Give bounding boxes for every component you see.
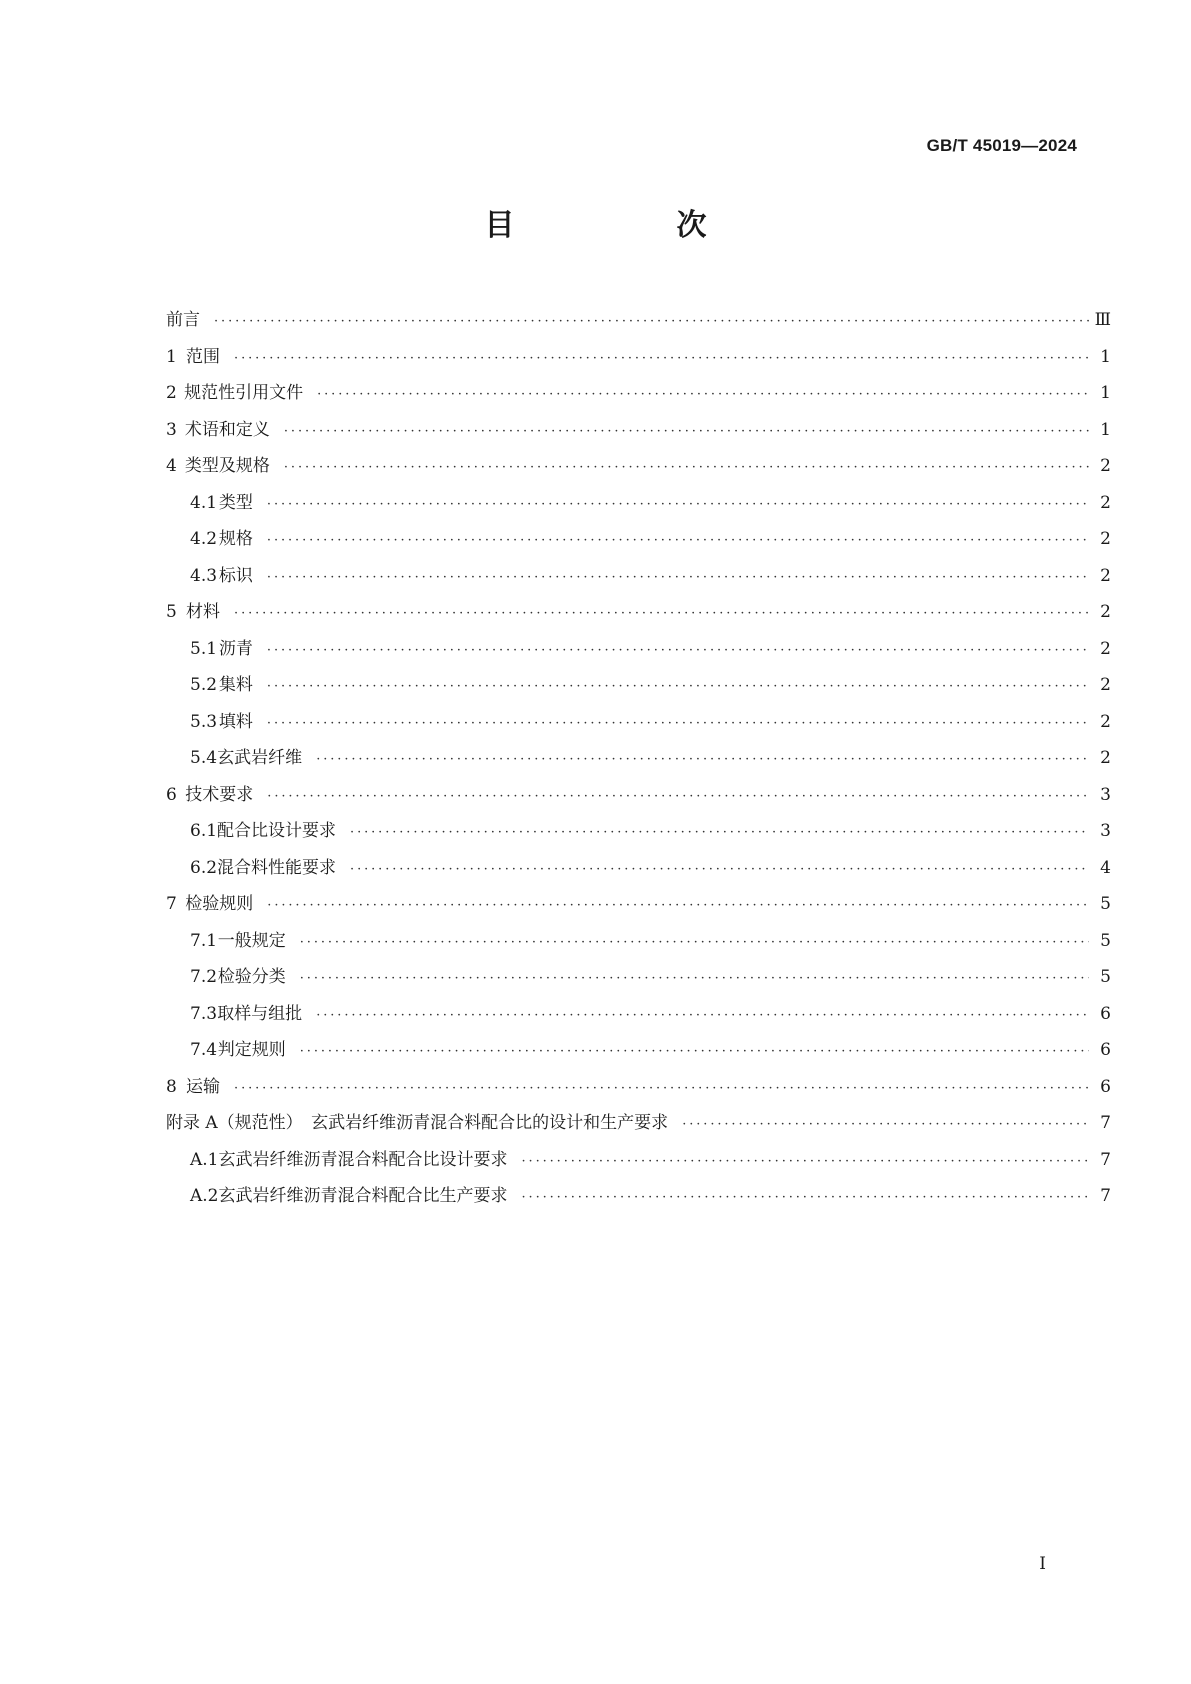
toc-entry-page: 7 [1100, 1149, 1111, 1170]
toc-entry-page: 2 [1100, 565, 1111, 586]
page-number: I [1039, 1554, 1046, 1574]
toc-entry[interactable] [166, 375, 1111, 412]
toc-entry[interactable] [166, 1178, 1111, 1215]
toc-dot-leader [300, 961, 1089, 998]
toc-entry[interactable] [166, 302, 1111, 339]
toc-entry-page: 3 [1100, 821, 1111, 841]
toc-entry[interactable] [166, 1069, 1111, 1106]
toc-dot-leader [350, 815, 1089, 852]
toc-entry-number: 5.3 [190, 711, 218, 732]
toc-dot-leader [267, 633, 1089, 670]
standard-code: GB/T 45019—2024 [926, 136, 1077, 155]
toc-entry[interactable] [166, 923, 1111, 960]
toc-entry-page: 7 [1100, 1186, 1111, 1206]
toc-entry-page: 1 [1100, 419, 1111, 440]
toc-entry-page: 2 [1100, 638, 1111, 659]
toc-entry-number: 5.1 [190, 638, 218, 659]
toc-entry-title: 术语和定义 [184, 419, 270, 440]
toc-dot-leader [300, 1034, 1089, 1071]
toc-entry[interactable] [166, 558, 1111, 595]
toc-entry-number: 6.2 [190, 857, 218, 878]
toc-entry-page: Ⅲ [1094, 310, 1111, 330]
toc-entry-title: 配合比设计要求 [217, 821, 337, 841]
toc-dot-leader [214, 304, 1089, 341]
toc-entry[interactable] [166, 485, 1111, 522]
toc-entry-page: 2 [1100, 602, 1111, 622]
toc-entry-number: 7.1 [190, 930, 218, 951]
toc-dot-leader [522, 1144, 1090, 1181]
toc-entry-title: 前言 [166, 310, 200, 330]
toc-entry-title: 判定规则 [217, 1040, 286, 1060]
toc-entry[interactable] [166, 1032, 1111, 1069]
toc-entry-page: 6 [1100, 1003, 1111, 1024]
toc-entry-title: 标识 [218, 565, 253, 586]
toc-entry[interactable] [166, 412, 1111, 449]
toc-entry[interactable] [166, 667, 1111, 704]
toc-entry-page: 5 [1100, 930, 1111, 951]
toc-entry-title: 取样与组批 [217, 1003, 303, 1024]
toc-entry[interactable] [166, 1105, 1111, 1142]
toc-entry-title: 一般规定 [217, 930, 286, 951]
toc-entry-page: 6 [1100, 1076, 1111, 1097]
toc-entry-number: 6.1 [190, 821, 218, 841]
toc-entry-number: 7.2 [190, 967, 218, 987]
toc-entry-number: 5 [166, 602, 177, 622]
toc-entry-number: A.1 [190, 1149, 219, 1170]
toc-entry-page: 5 [1100, 967, 1111, 987]
toc-entry[interactable] [166, 740, 1111, 777]
toc-dot-leader [267, 706, 1089, 743]
toc-dot-leader [267, 487, 1089, 524]
toc-dot-leader [267, 779, 1089, 816]
toc-entry-page: 1 [1100, 346, 1111, 367]
toc-entry-number: 2 [166, 383, 177, 403]
toc-entry-title: 规范性引用文件 [184, 383, 304, 403]
toc-entry[interactable] [166, 1142, 1111, 1179]
toc-dot-leader [350, 852, 1089, 889]
page-title: 目 次 [484, 208, 773, 243]
toc-dot-leader [284, 414, 1089, 451]
toc-entry[interactable] [166, 886, 1111, 923]
toc-entry[interactable] [166, 521, 1111, 558]
toc-entry-title: 检验分类 [217, 967, 286, 987]
toc-entry-page: 1 [1100, 383, 1111, 403]
toc-entry[interactable] [166, 996, 1111, 1033]
toc-entry-page: 2 [1100, 711, 1111, 732]
toc-entry-page: 4 [1100, 857, 1111, 878]
toc-entry-number: 4.3 [190, 565, 218, 586]
toc-entry-title: 集料 [218, 675, 253, 695]
toc-entry-title: 玄武岩纤维沥青混合料配合比生产要求 [218, 1186, 508, 1206]
toc-entry-page: 2 [1100, 529, 1111, 549]
toc-entry[interactable] [166, 594, 1111, 631]
toc-dot-leader [682, 1107, 1089, 1144]
toc-dot-leader [267, 669, 1089, 706]
toc-entry-number: 5.2 [190, 675, 218, 695]
toc-dot-leader [267, 560, 1089, 597]
toc-dot-leader [234, 341, 1089, 378]
toc-entry-title: 混合料性能要求 [217, 857, 337, 878]
toc-dot-leader [234, 1071, 1089, 1108]
toc-dot-leader [234, 596, 1089, 633]
toc-entry-title: 规格 [218, 529, 253, 549]
toc-entry-number: 4.2 [190, 529, 218, 549]
toc-entry-title: 类型 [218, 492, 253, 513]
toc-entry-title: 沥青 [218, 638, 253, 659]
toc-entry-number: 5.4 [190, 748, 218, 768]
toc-entry-title: 检验规则 [185, 894, 254, 914]
toc-entry-number: A.2 [190, 1186, 219, 1206]
toc-entry-page: 7 [1100, 1113, 1111, 1133]
toc-entry-title: 运输 [186, 1076, 221, 1097]
toc-entry[interactable] [166, 631, 1111, 668]
toc-entry-number: 3 [166, 419, 177, 440]
toc-entry-title: 附录 A（规范性） 玄武岩纤维沥青混合料配合比的设计和生产要求 [166, 1113, 669, 1133]
toc-entry-title: 材料 [186, 602, 221, 622]
toc-entry[interactable] [166, 777, 1111, 814]
toc-entry-title: 范围 [186, 346, 221, 367]
toc-dot-leader [316, 742, 1089, 779]
toc-entry-page: 2 [1100, 456, 1111, 476]
toc-entry-title: 填料 [218, 711, 253, 732]
toc-entry[interactable] [166, 704, 1111, 741]
toc-dot-leader [317, 377, 1089, 414]
toc-dot-leader [284, 450, 1089, 487]
table-of-contents [166, 302, 1111, 1215]
toc-entry-page: 6 [1100, 1040, 1111, 1060]
toc-entry[interactable] [166, 339, 1111, 376]
toc-entry-number: 1 [166, 346, 177, 367]
toc-entry-page: 2 [1100, 748, 1111, 768]
toc-entry-page: 3 [1100, 784, 1111, 805]
toc-entry-title: 技术要求 [185, 784, 254, 805]
toc-entry-page: 2 [1100, 675, 1111, 695]
toc-entry[interactable] [166, 813, 1111, 850]
toc-entry-page: 5 [1100, 894, 1111, 914]
toc-dot-leader [267, 888, 1089, 925]
toc-dot-leader [300, 925, 1089, 962]
toc-entry-title: 类型及规格 [184, 456, 270, 476]
toc-dot-leader [316, 998, 1089, 1035]
toc-entry-number: 7.3 [190, 1003, 218, 1024]
toc-entry-page: 2 [1100, 492, 1111, 513]
toc-entry-number: 8 [166, 1076, 177, 1097]
toc-entry-number: 4.1 [190, 492, 218, 513]
toc-entry-title: 玄武岩纤维沥青混合料配合比设计要求 [218, 1149, 508, 1170]
toc-entry[interactable] [166, 850, 1111, 887]
toc-entry-number: 7.4 [190, 1040, 218, 1060]
toc-dot-leader [267, 523, 1089, 560]
toc-entry-title: 玄武岩纤维 [217, 748, 303, 768]
toc-dot-leader [522, 1180, 1090, 1217]
toc-entry-number: 4 [166, 456, 177, 476]
toc-entry-number: 7 [166, 894, 177, 914]
toc-entry[interactable] [166, 959, 1111, 996]
toc-entry-number: 6 [166, 784, 177, 805]
toc-entry[interactable] [166, 448, 1111, 485]
